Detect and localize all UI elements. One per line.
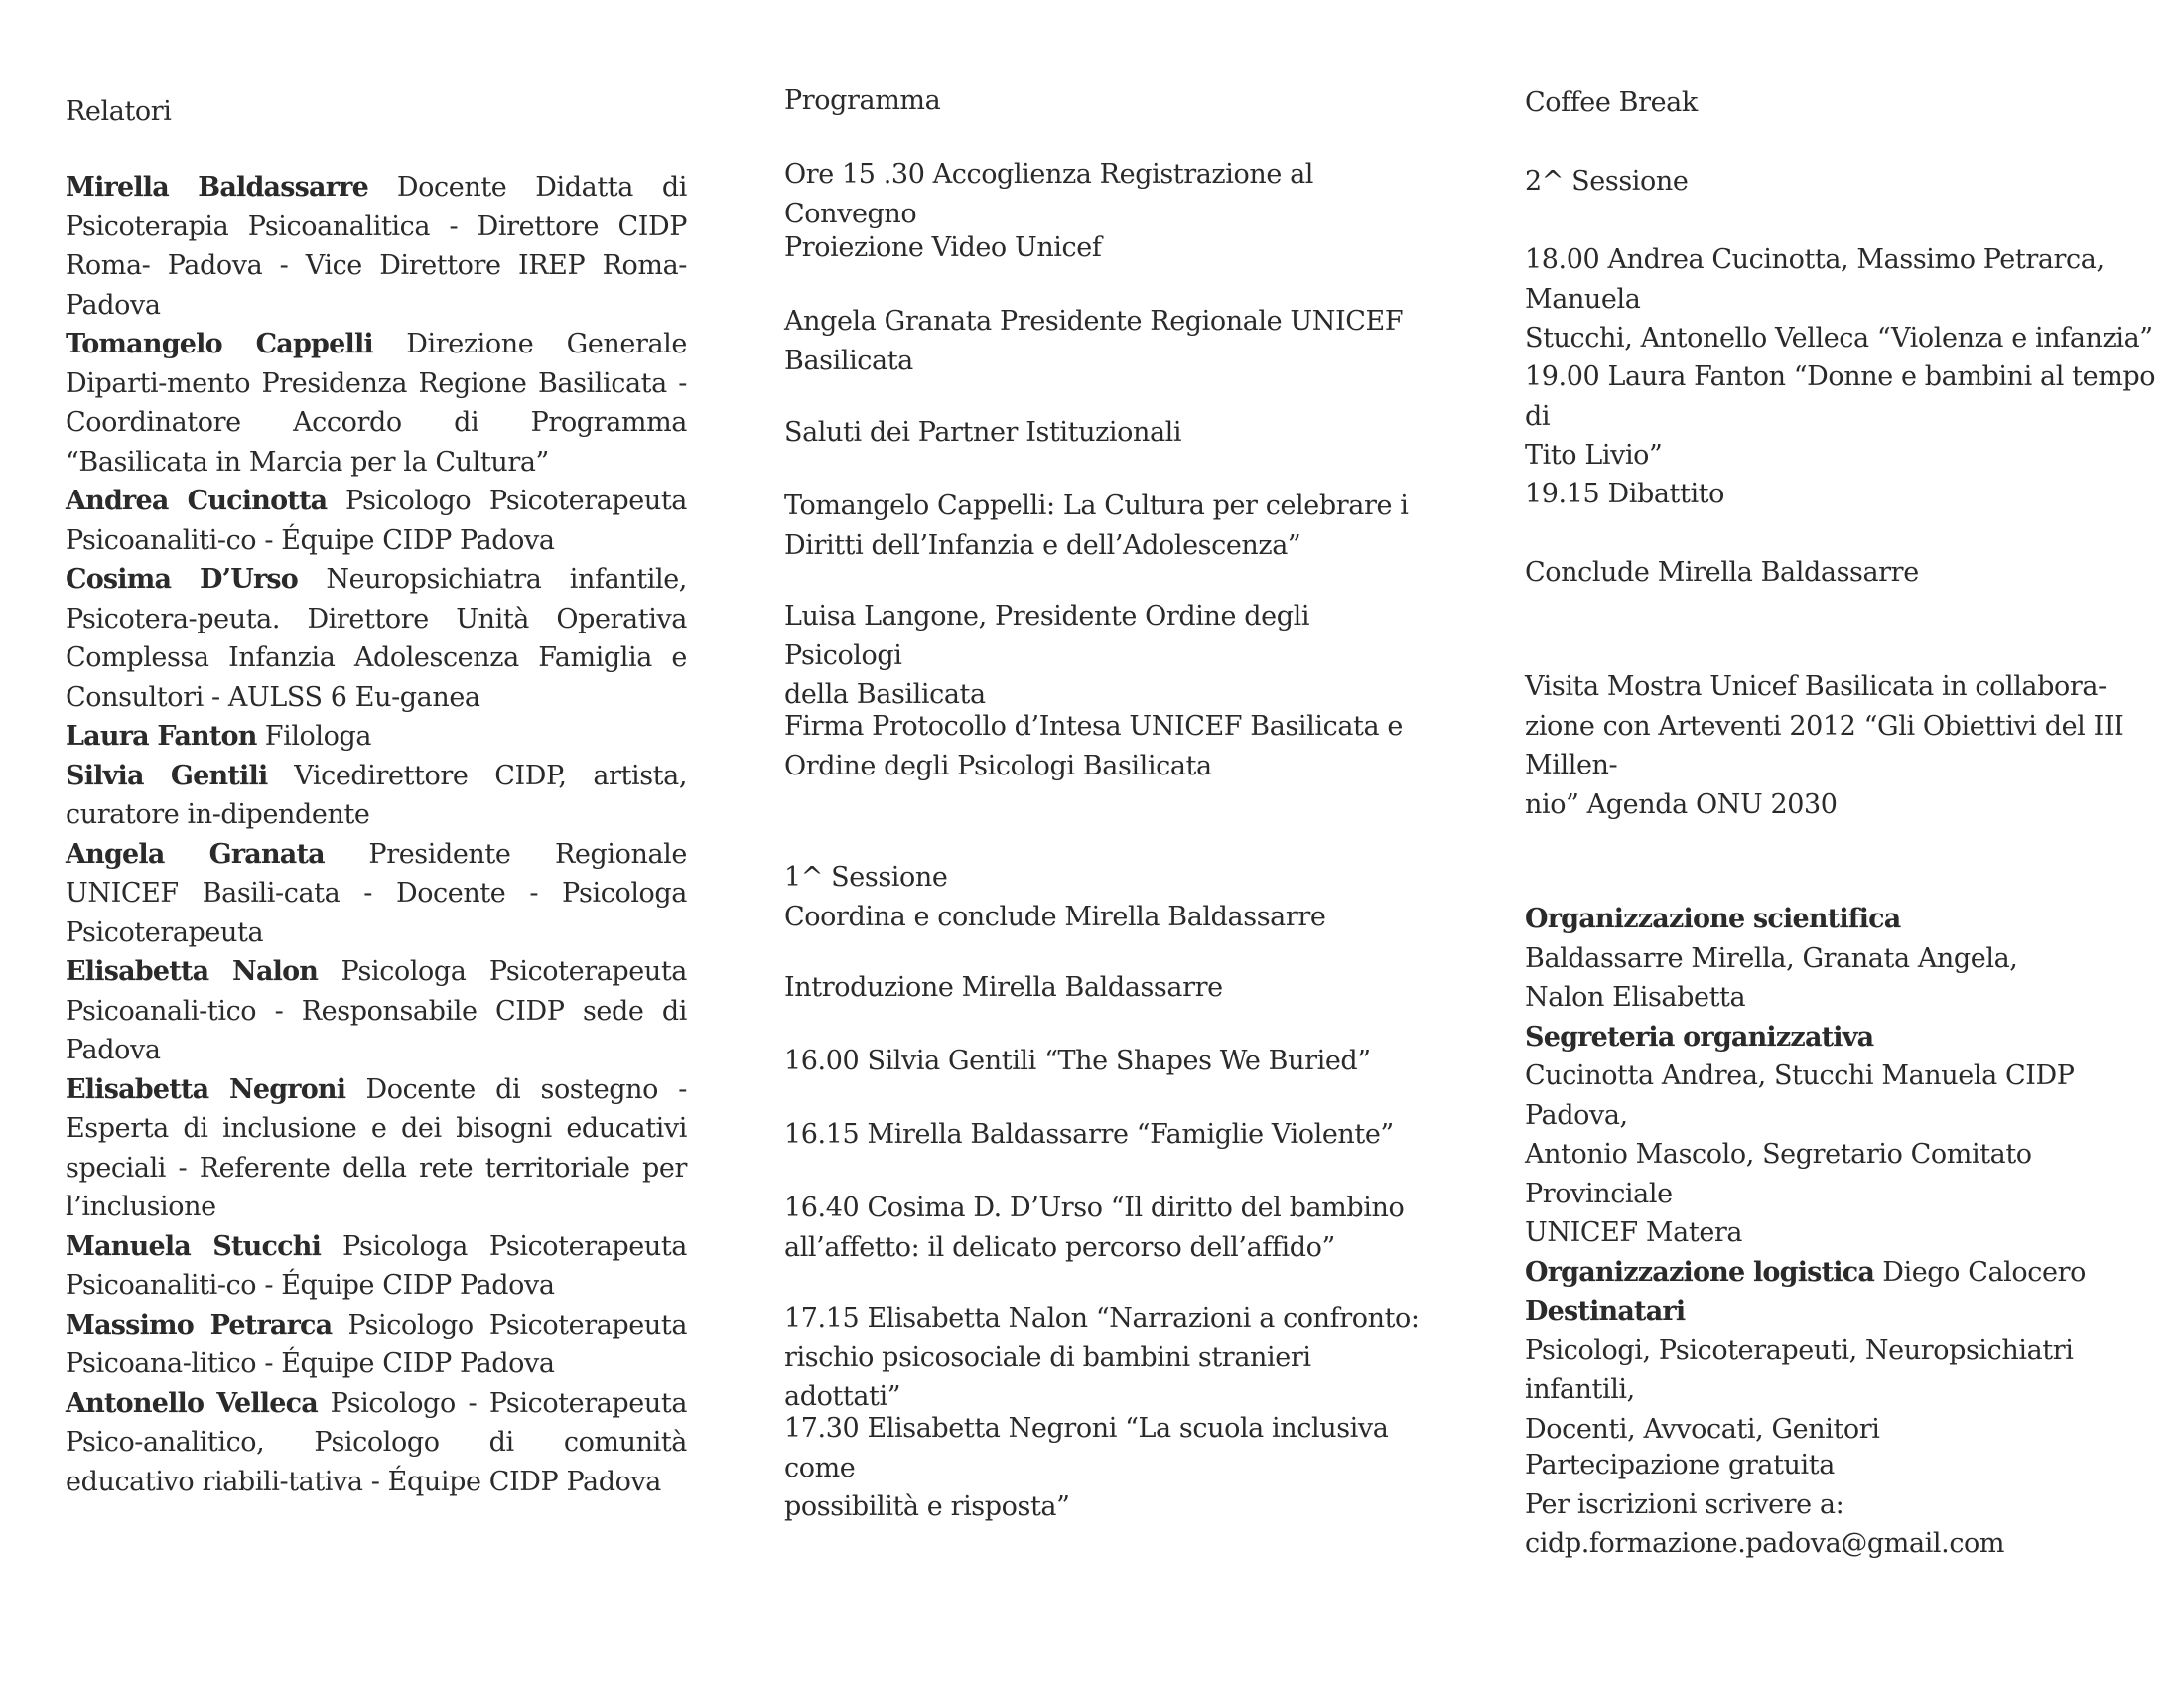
contact-block [1525, 1446, 2004, 1564]
speaker-entry [66, 717, 687, 757]
org-scientifica-label: Organizzazione scientifica [1525, 904, 1901, 934]
organization-block [1525, 900, 2160, 1449]
coffee-break: Coffee Break [1525, 87, 1698, 118]
speaker-role: Psicologo Psicoterapeuta Psicoanaliti-co - Équipe CIDP Padova [66, 486, 688, 556]
speaker-role: Psicologo Psicoterapeuta Psicoana-litico - Équipe CIDP Padova [66, 1309, 688, 1379]
speaker-name: Elisabetta Nalon [66, 956, 319, 987]
program-item: 16.00 Silvia Gentili “The Shapes We Buried” [784, 1046, 1371, 1076]
speaker-name: Manuela Stucchi [66, 1230, 322, 1262]
program-item: 19.00 Laura Fanton “Donne e bambini al tempo di Tito Livio” [1525, 361, 2156, 471]
program-item: Luisa Langone, Presidente Ordine degli Psicologi della Basilicata [784, 601, 1310, 710]
speaker-role: Psicologa Psicoterapeuta Psicoanaliti-co - Équipe CIDP Padova [66, 1230, 687, 1301]
speaker-role: Psicologo - Psicoterapeuta Psico-analitico, Psicologo di comunità educativo riabili-tativa - Équipe CIDP Padova [66, 1387, 688, 1497]
program-item: Conclude Mirella Baldassarre [1525, 557, 1919, 588]
speaker-name: Cosima D’Urso [66, 564, 299, 595]
session-2-heading: 2^ Sessione [1525, 166, 1689, 197]
program-item: Introduzione Mirella Baldassarre [784, 972, 1223, 1003]
speaker-entry [66, 1306, 687, 1384]
program-item: 19.15 Dibattito [1525, 479, 1724, 509]
speaker-entry [66, 325, 687, 482]
speaker-entry [66, 1227, 687, 1306]
program-item: Ore 15 .30 Accoglienza Registrazione al Convegno [784, 159, 1314, 229]
session-1-heading: 1^ Sessione Coordina e conclude Mirella Baldassarre [784, 862, 1326, 932]
org-scientifica-text: Baldassarre Mirella, Granata Angela, Nalon Elisabetta [1525, 942, 2018, 1013]
speaker-role: Docente di sostegno - Esperta di inclusione e dei bisogni educativi speciali - Referente della rete territoriale per l’inclusione [66, 1073, 687, 1222]
speaker-name: Laura Fanton [66, 721, 257, 752]
speaker-role: Vicedirettore CIDP, artista, curatore in-dipendente [66, 760, 688, 830]
speaker-entry [66, 482, 687, 560]
program-item: Firma Protocollo d’Intesa UNICEF Basilicata e Ordine degli Psicologi Basilicata [784, 711, 1403, 781]
speaker-entry [66, 835, 687, 953]
speaker-role: Filologa [264, 721, 372, 752]
speaker-name: Silvia Gentili [66, 760, 268, 791]
logistica-label: Organizzazione logistica [1525, 1256, 1875, 1288]
relatori-heading: Relatori [66, 96, 172, 127]
speaker-name: Angela Granata [66, 838, 325, 870]
speaker-name: Antonello Velleca [66, 1387, 318, 1419]
speaker-role: Direzione Generale Diparti-mento Presidenza Regione Basilicata - Coordinatore Accordo di Programma “Basilicata in Marcia per la Cultura” [66, 329, 687, 478]
program-item: Tomangelo Cappelli: La Cultura per celebrare i Diritti dell’Infanzia e dell’Adolescenza” [784, 491, 1409, 561]
speaker-entry [66, 952, 687, 1070]
speaker-entry [66, 757, 687, 835]
segreteria-text: Cucinotta Andrea, Stucchi Manuela CIDP Padova, Antonio Mascolo, Segretario Comitato Provinciale UNICEF Matera [1525, 1060, 2075, 1248]
program-item: Proiezione Video Unicef [784, 232, 1102, 263]
speaker-name: Massimo Petrarca [66, 1309, 333, 1340]
speaker-role: Psicologa Psicoterapeuta Psicoanali-tico - Responsabile CIDP sede di Padova [66, 956, 687, 1065]
speaker-role: Docente Didatta di Psicoterapia Psicoanalitica - Direttore CIDP Roma- Padova - Vice Direttore IREP Roma-Padova [66, 172, 687, 321]
speaker-entry [66, 1384, 687, 1502]
email-link[interactable]: cidp.formazione.padova@gmail.com [1525, 1528, 2005, 1559]
program-item: Angela Granata Presidente Regionale UNICEF Basilicata [784, 306, 1404, 376]
speaker-role: Neuropsichiatra infantile, Psicotera-peuta. Direttore Unità Operativa Complessa Infanzia Adolescenza Famiglia e Consultori - AULSS 6 Eu-ganea [66, 564, 687, 713]
program-item: 18.00 Andrea Cucinotta, Massimo Petrarca, Manuela Stucchi, Antonello Velleca “Violenza e infanzia” [1525, 244, 2153, 353]
program-item: 16.40 Cosima D. D’Urso “Il diritto del bambino all’affetto: il delicato percorso dell’affido” [784, 1193, 1405, 1263]
segreteria-label: Segreteria organizzativa [1525, 1021, 1874, 1053]
iscrizioni-text: Per iscrizioni scrivere a: [1525, 1488, 1844, 1520]
program-item: 16.15 Mirella Baldassarre “Famiglie Violente” [784, 1119, 1394, 1150]
speaker-name: Elisabetta Negroni [66, 1073, 346, 1105]
program-item: Saluti dei Partner Istituzionali [784, 417, 1182, 448]
speaker-name: Tomangelo Cappelli [66, 329, 373, 359]
speaker-name: Mirella Baldassarre [66, 172, 368, 203]
speaker-entry [66, 168, 687, 325]
speaker-name: Andrea Cucinotta [66, 486, 328, 516]
logistica-line [1525, 1253, 2160, 1293]
speakers-list [66, 168, 687, 1501]
program-item: 17.15 Elisabetta Nalon “Narrazioni a confronto: rischio psicosociale di bambini stranieri adottati” [784, 1303, 1420, 1412]
partecipazione-text: Partecipazione gratuita [1525, 1450, 1835, 1480]
program-item: 17.30 Elisabetta Negroni “La scuola inclusiva come possibilità e risposta” [784, 1413, 1389, 1522]
exhibition-note: Visita Mostra Unicef Basilicata in collabora- zione con Arteventi 2012 “Gli Obiettivi del III Millen- nio” Agenda ONU 2030 [1525, 671, 2124, 820]
programma-heading: Programma [784, 85, 941, 116]
destinatari-text: Psicologi, Psicoterapeuti, Neuropsichiatri infantili, Docenti, Avvocati, Genitori [1525, 1335, 2074, 1445]
speaker-role: Presidente Regionale UNICEF Basili-cata - Docente - Psicologa Psicoterapeuta [66, 838, 687, 948]
destinatari-label: Destinatari [1525, 1296, 1686, 1327]
speaker-entry [66, 560, 687, 717]
logistica-text: Diego Calocero [1882, 1256, 2086, 1288]
speaker-entry [66, 1070, 687, 1227]
